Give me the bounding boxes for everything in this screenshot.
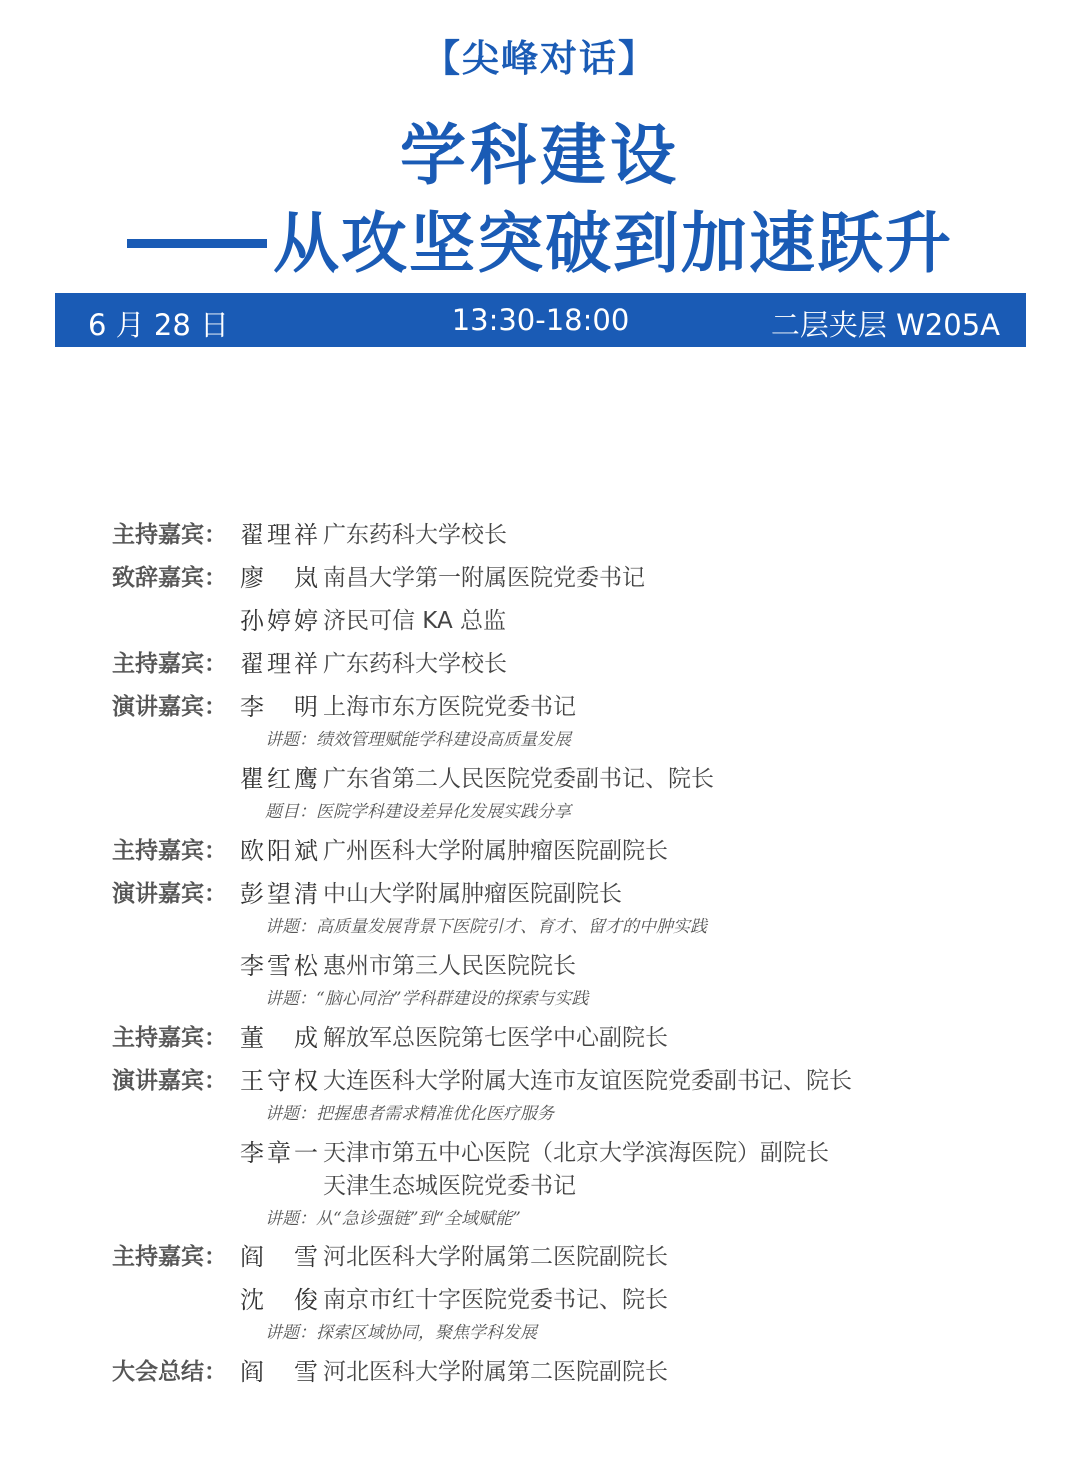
- guest-title: 南京市红十字医院党委书记、院长: [323, 1287, 668, 1313]
- guest-name: 李明: [240, 693, 318, 721]
- subtitle-text: 从攻坚突破到加速跃升: [273, 205, 953, 282]
- talk-topic: 讲题：“脑心同治”学科群建设的探索与实践: [265, 989, 589, 1009]
- schedule-row: [0, 943, 1080, 983]
- schedule-row: [0, 1015, 1080, 1055]
- guest-title: 河北医科大学附属第二医院副院长: [323, 1359, 668, 1385]
- role-label: 主持嘉宾：: [112, 651, 227, 677]
- talk-topic: 题目：医院学科建设差异化发展实践分享: [265, 802, 571, 822]
- talk-topic: 讲题：探索区域协同，聚焦学科发展: [265, 1323, 537, 1343]
- guest-title: 南昌大学第一附属医院党委书记: [323, 565, 645, 591]
- guest-title: 广东省第二人民医院党委副书记、院长: [323, 766, 714, 792]
- guest-title: 惠州市第三人民医院院长: [323, 953, 576, 979]
- guest-title: 解放军总医院第七医学中心副院长: [323, 1025, 668, 1051]
- role-label: 大会总结：: [112, 1359, 227, 1385]
- schedule-row: [0, 555, 1080, 595]
- schedule-row: [0, 684, 1080, 724]
- guest-title: 济民可信 KA 总监: [323, 608, 507, 634]
- talk-topic: 讲题：绩效管理赋能学科建设高质量发展: [265, 730, 571, 750]
- event-date: 6 月 28 日: [88, 308, 230, 342]
- talk-topic: 讲题：从“急诊强链”到“全域赋能”: [265, 1209, 521, 1229]
- role-label: 演讲嘉宾：: [112, 881, 227, 907]
- schedule-row: [0, 1163, 1080, 1203]
- forum-tag: 【尖峰对话】: [423, 37, 657, 80]
- schedule-row: [0, 828, 1080, 868]
- event-location: 二层夹层 W205A: [770, 308, 1000, 342]
- schedule-row: [0, 1277, 1080, 1317]
- guest-title: 河北医科大学附属第二医院副院长: [323, 1244, 668, 1270]
- guest-name: 彭望清: [240, 880, 318, 908]
- page-subtitle: [0, 190, 1080, 285]
- guest-name: 欧阳斌: [240, 837, 318, 865]
- guest-title: 天津生态城医院党委书记: [323, 1173, 576, 1199]
- role-label: 演讲嘉宾：: [112, 694, 227, 720]
- schedule-row: [0, 1349, 1080, 1389]
- schedule-row: [0, 871, 1080, 911]
- guest-name: 孙婷婷: [240, 607, 318, 635]
- guest-name: 翟理祥: [240, 650, 318, 678]
- guest-name: 王守权: [240, 1067, 318, 1095]
- schedule-row: [0, 641, 1080, 681]
- role-label: 演讲嘉宾：: [112, 1068, 227, 1094]
- event-time: 13:30-18:00: [451, 303, 630, 337]
- role-label: 主持嘉宾：: [112, 522, 227, 548]
- guest-name: 李雪松: [240, 952, 318, 980]
- schedule-row: [0, 598, 1080, 638]
- schedule-row: [0, 756, 1080, 796]
- guest-title: 天津市第五中心医院（北京大学滨海医院）副院长: [323, 1140, 829, 1166]
- guest-title: 上海市东方医院党委书记: [323, 694, 576, 720]
- role-label: 主持嘉宾：: [112, 1025, 227, 1051]
- schedule-row: [0, 1234, 1080, 1274]
- page-title: 学科建设: [400, 117, 680, 194]
- role-label: 主持嘉宾：: [112, 1244, 227, 1270]
- talk-topic: 讲题：把握患者需求精准优化医疗服务: [265, 1104, 554, 1124]
- guest-title: 广东药科大学校长: [323, 522, 507, 548]
- role-label: 主持嘉宾：: [112, 838, 227, 864]
- guest-title: 大连医科大学附属大连市友谊医院党委副书记、院长: [323, 1068, 852, 1094]
- guest-name: 廖岚: [240, 564, 318, 592]
- schedule-row: [0, 512, 1080, 552]
- talk-topic: 讲题：高质量发展背景下医院引才、育才、留才的中肿实践: [265, 917, 707, 937]
- guest-title: 中山大学附属肿瘤医院副院长: [323, 881, 622, 907]
- guest-name: 沈俊: [240, 1286, 318, 1314]
- guest-name: 李章一: [240, 1139, 318, 1167]
- guest-name: 阎雪: [240, 1243, 318, 1271]
- role-label: 致辞嘉宾：: [112, 565, 227, 591]
- schedule-row: [0, 1058, 1080, 1098]
- dash-decoration: [127, 239, 267, 248]
- guest-title: 广州医科大学附属肿瘤医院副院长: [323, 838, 668, 864]
- guest-name: 董成: [240, 1024, 318, 1052]
- guest-name: 阎雪: [240, 1358, 318, 1386]
- guest-title: 广东药科大学校长: [323, 651, 507, 677]
- guest-name: 翟理祥: [240, 521, 318, 549]
- guest-name: 瞿红鹰: [240, 765, 318, 793]
- info-bar: [55, 293, 1026, 347]
